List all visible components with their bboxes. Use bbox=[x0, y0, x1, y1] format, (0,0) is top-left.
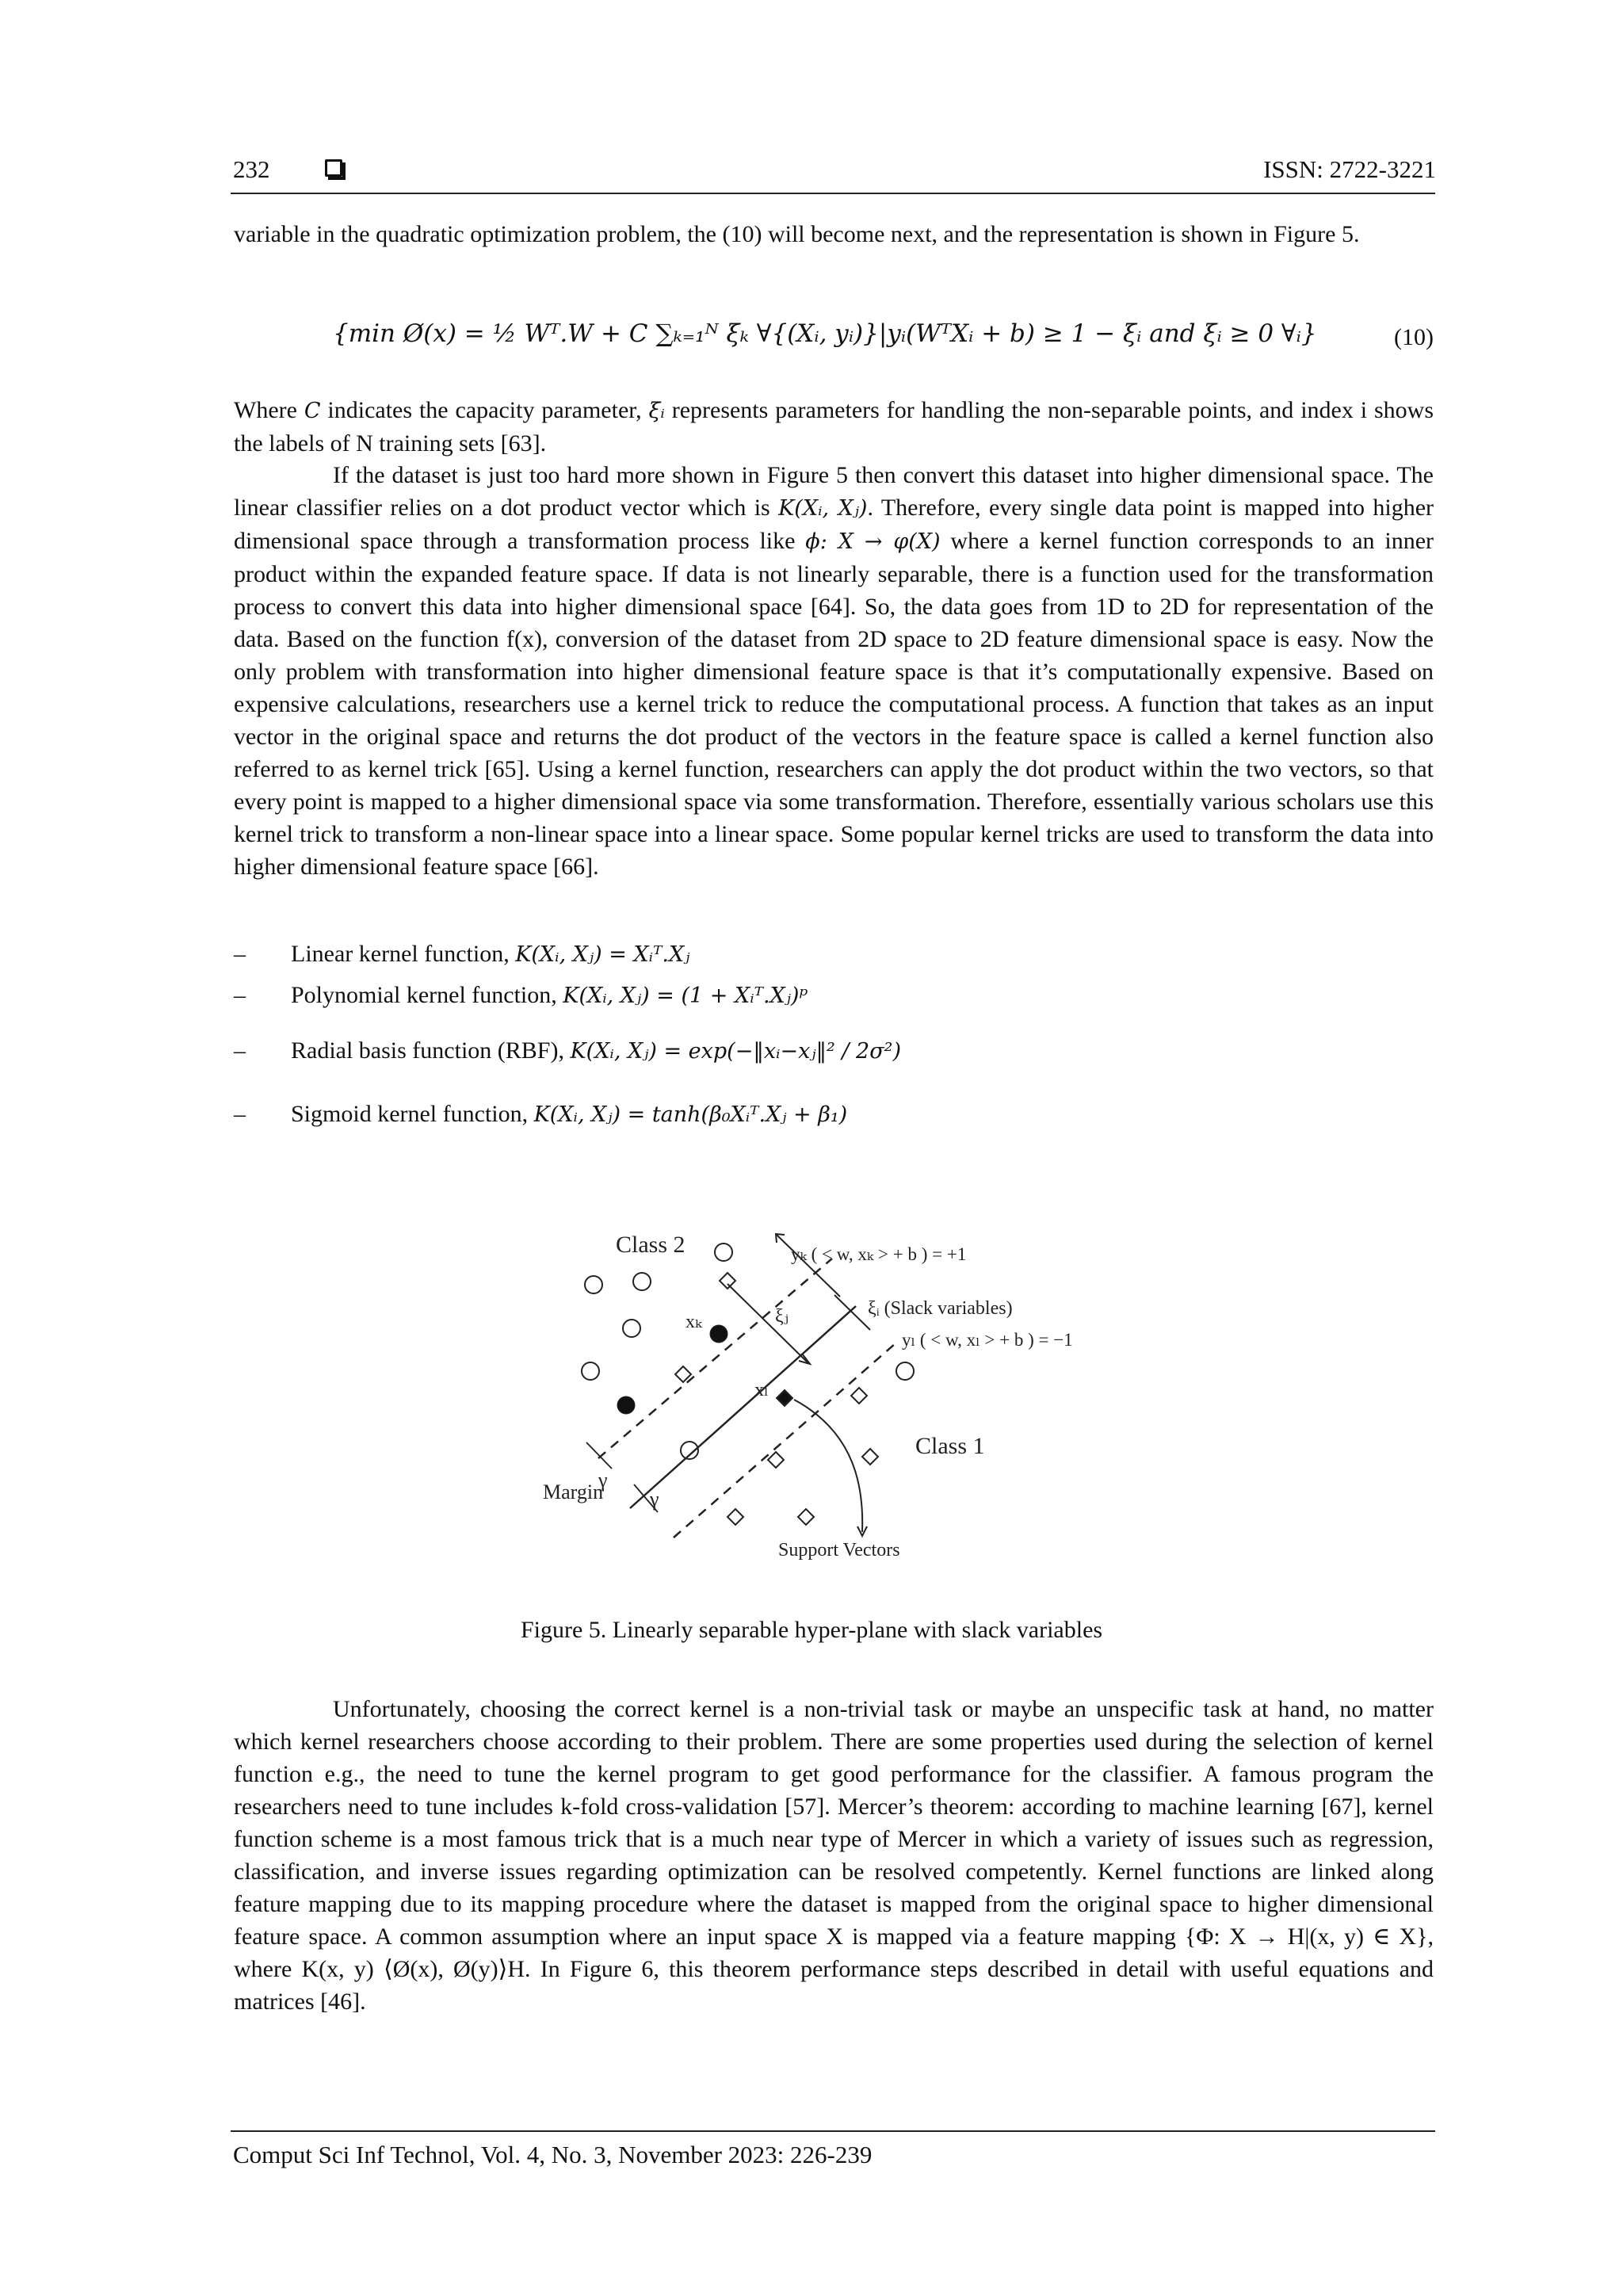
kernel-formula: K(Xᵢ, Xⱼ) = (1 + Xᵢᵀ.Xⱼ)ᵖ bbox=[563, 984, 808, 1008]
kernel-formula: K(Xᵢ, Xⱼ) = Xᵢᵀ.Xⱼ bbox=[515, 942, 690, 967]
where-rest: represents parameters for handling the non-separable points, and index i shows the labels of N training sets [63]. bbox=[234, 397, 1434, 457]
class1-point bbox=[720, 1273, 735, 1289]
kernel-text-1: If the dataset is just too hard more shown in Figure 5 then convert this dataset into higher dimensional space. The linear classifier relies on a dot product vector which is bbox=[234, 462, 1434, 521]
class1-point bbox=[798, 1509, 814, 1525]
class1-point bbox=[862, 1449, 878, 1465]
paragraph-where bbox=[234, 394, 1434, 460]
class1-point bbox=[851, 1388, 867, 1404]
bullet-dash: – bbox=[234, 1037, 246, 1064]
kernel-label: Polynomial kernel function, bbox=[291, 982, 563, 1008]
bullet-dash: – bbox=[234, 941, 246, 967]
kernel-text-2: . Therefore, every single data point is mapped into higher dimensional space through a transformation process like bbox=[234, 495, 1434, 554]
kernel-text-3: where a kernel function corresponds to an inner product within the expanded feature space. If data is not linearly separable, there is a function used for the transformation process to convert this data into higher dimensional space [64]. So, the data goes from 1D to 2D for representation of the data. Based on the function f(x), conversion of the dataset from 2D space to 2D feature dimensional space is easy. Now the only problem with transformation into higher dimensional feature space is that it’s computationally expensive. Based on expensive calculations, researchers use a kernel trick to reduce the computational process. A function that takes as an input vector in the original space and returns the dot product of the vectors in the feature space is called a kernel function also referred to as kernel trick [65]. Using a kernel function, researchers can apply the dot product within the two vectors, so that every point is mapped to a higher dimensional space via some transformation. Therefore, essentially various scholars use this kernel trick to transform a non-linear space into a linear space. Some popular kernel tricks are used to transform the data into higher dimensional feature space [66]. bbox=[234, 528, 1434, 880]
kernel-formula: K(Xᵢ, Xⱼ) = exp(−‖xᵢ−xⱼ‖² / 2σ²) bbox=[570, 1039, 902, 1064]
footer-citation: Comput Sci Inf Technol, Vol. 4, No. 3, November 2023: 226-239 bbox=[233, 2141, 873, 2168]
yl-equation-label: yₗ ( < w, xₗ > + b ) = −1 bbox=[902, 1330, 1073, 1350]
class1-label: Class 1 bbox=[915, 1433, 985, 1459]
xi-symbol: ξᵢ bbox=[648, 399, 665, 423]
bullet-dash: – bbox=[234, 982, 246, 1008]
kernel-label: Sigmoid kernel function, bbox=[291, 1101, 534, 1127]
footer-rule bbox=[231, 2130, 1435, 2132]
bullet-dash: – bbox=[234, 1101, 246, 1127]
figure-svm-diagram bbox=[523, 1195, 1157, 1591]
class2-point bbox=[633, 1273, 651, 1290]
class2-point bbox=[585, 1276, 602, 1293]
xi-j-arrow-line bbox=[727, 1284, 808, 1363]
kernel-label: Radial basis function (RBF), bbox=[291, 1037, 571, 1064]
class2-point bbox=[582, 1362, 599, 1380]
kernel-item-polynomial bbox=[234, 982, 1434, 1017]
xi-i-label: ξᵢ (Slack variables) bbox=[868, 1298, 1013, 1319]
xl-label: xₗ bbox=[754, 1380, 769, 1400]
kernel-item-rbf bbox=[234, 1037, 1434, 1072]
where-mid: indicates the capacity parameter, bbox=[320, 397, 649, 423]
figure-caption: Figure 5. Linearly separable hyper-plane with slack variables bbox=[520, 1617, 1103, 1643]
kernel-formula: K(Xᵢ, Xⱼ) = tanh(β₀Xᵢᵀ.Xⱼ + β₁) bbox=[533, 1102, 848, 1127]
paragraph-intro bbox=[234, 218, 1434, 250]
checkbox-glyph-icon bbox=[325, 159, 342, 177]
paragraph-kernel-trick bbox=[234, 459, 1434, 883]
paragraph-kernel-choice-text: Unfortunately, choosing the correct kernel is a non-trivial task or maybe an unspecific task at hand, no matter which kernel researchers choose according to their problem. There are some properties used during the selection of kernel function e.g., the need to tune the kernel program to get good performance for the classifier. A famous program the researchers need to tune includes k-fold cross-validation [57]. Mercer’s theorem: according to machine learning [67], kernel function scheme is a most famous trick that is a much near type of Mercer in which a variety of issues such as regression, classification, and inverse issues regarding optimization can be resolved competently. Kernel functions are linked along feature mapping due to its mapping procedure where the dataset is mapped from the original space to higher dimensional feature space. A common assumption where an input space X is mapped via a feature mapping {Φ: X → H|(x, y) ∈ X}, where K(x, y) ⟨Ø(x), Ø(y)⟩H. In Figure 6, this theorem performance steps described in detail with useful equations and matrices [46]. bbox=[234, 1696, 1434, 2015]
kernel-label: Linear kernel function, bbox=[291, 941, 516, 967]
where-lead: Where bbox=[234, 397, 304, 423]
support-vector-xl bbox=[777, 1390, 792, 1406]
kernel-item-linear bbox=[234, 941, 1434, 976]
support-vectors-label: Support Vectors bbox=[778, 1540, 900, 1561]
equation-10-number: (10) bbox=[1394, 324, 1434, 350]
equation-10-body: {min Ø(x) = ½ Wᵀ.W + C ∑ₖ₌₁ᴺ ξₖ ∀{(Xᵢ, yᵢ)}|yᵢ(WᵀXᵢ + b) ≥ 1 − ξᵢ and ξᵢ ≥ 0 ∀ᵢ} bbox=[333, 319, 1317, 348]
capacity-symbol: C bbox=[304, 399, 321, 423]
class1-point bbox=[768, 1452, 784, 1468]
xi-j-label: ξⱼ bbox=[775, 1306, 789, 1327]
support-vectors-curve bbox=[794, 1400, 862, 1532]
support-vector bbox=[617, 1396, 635, 1414]
paragraph-intro-text: variable in the quadratic optimization problem, the (10) will become next, and the representation is shown in Figure 5. bbox=[234, 221, 1360, 247]
kernel-math-2: ϕ: X → φ(X) bbox=[805, 529, 941, 554]
gamma-label-2: γ bbox=[650, 1488, 659, 1511]
xk-label: xₖ bbox=[685, 1312, 702, 1332]
class2-label: Class 2 bbox=[616, 1232, 685, 1258]
gamma-arrow-1 bbox=[586, 1442, 612, 1469]
issn: ISSN: 2722-3221 bbox=[1263, 155, 1436, 183]
gamma-label-1: γ bbox=[598, 1469, 608, 1492]
margin-label: Margin bbox=[543, 1480, 604, 1503]
yk-equation-label: yₖ ( < w, xₖ > + b ) = +1 bbox=[791, 1244, 967, 1264]
kernel-item-sigmoid bbox=[234, 1101, 1434, 1136]
paragraph-kernel-choice bbox=[234, 1693, 1434, 2018]
class1-side-circle bbox=[896, 1362, 914, 1380]
support-vector-xk bbox=[710, 1325, 727, 1343]
header-rule bbox=[231, 193, 1435, 194]
class1-point bbox=[727, 1509, 743, 1525]
equation-10 bbox=[333, 319, 1434, 367]
kernel-math-1: K(Xᵢ, Xⱼ) bbox=[778, 496, 868, 521]
class2-point bbox=[623, 1320, 640, 1337]
xi-i-tick bbox=[834, 1295, 870, 1330]
class2-point bbox=[715, 1244, 732, 1261]
page-number: 232 bbox=[233, 155, 270, 183]
